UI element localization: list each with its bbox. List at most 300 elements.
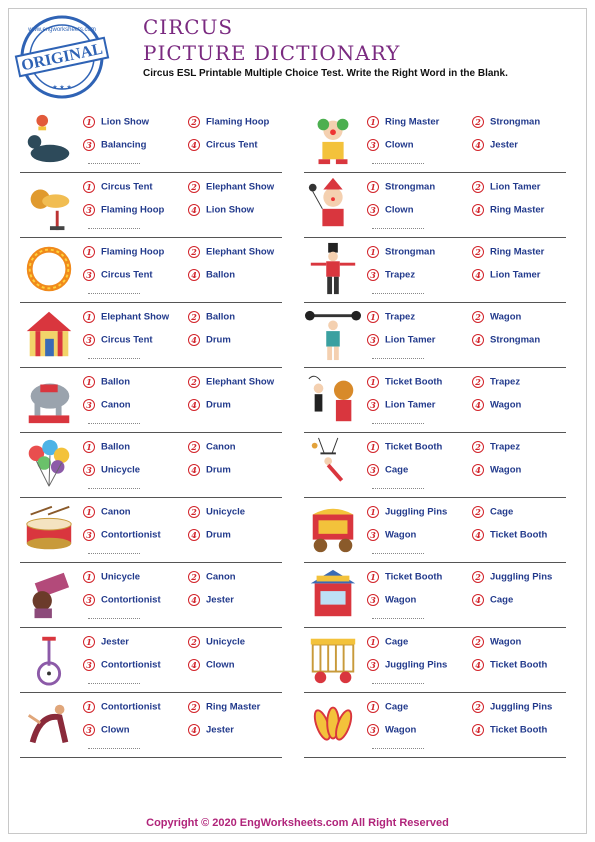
option-number-badge: 3 <box>367 464 379 476</box>
trapeze-icon <box>304 436 362 492</box>
option-label: Circus Tent <box>101 334 153 346</box>
answer-blank[interactable] <box>88 748 140 749</box>
option-number-badge: 1 <box>367 506 379 518</box>
answer-option-1[interactable] <box>367 116 439 128</box>
answer-option-3[interactable] <box>367 269 415 281</box>
option-label: Unicycle <box>101 464 141 476</box>
answer-option-2[interactable] <box>472 246 544 258</box>
option-label: Balancing <box>101 139 147 151</box>
question-row <box>20 498 282 563</box>
option-number-badge: 1 <box>367 246 379 258</box>
answer-option-1[interactable] <box>367 181 435 193</box>
option-number-badge: 1 <box>367 376 379 388</box>
option-label: Unicycle <box>206 506 246 518</box>
answer-option-1[interactable] <box>83 311 169 323</box>
option-label: Trapez <box>385 269 416 281</box>
ring-master-icon <box>304 241 362 297</box>
answer-option-1[interactable] <box>83 701 161 713</box>
option-number-badge: 3 <box>367 594 379 606</box>
title-line-2: PICTURE DICTIONARY <box>143 41 401 65</box>
option-number-badge: 1 <box>367 701 379 713</box>
option-label: Lion Show <box>206 204 255 216</box>
question-row <box>304 303 566 368</box>
option-label: Elephant Show <box>206 246 275 258</box>
option-number-badge: 4 <box>472 204 484 216</box>
answer-blank[interactable] <box>88 358 140 359</box>
answer-option-1[interactable] <box>367 441 442 453</box>
option-number-badge: 1 <box>83 636 95 648</box>
answer-option-3[interactable] <box>367 399 436 411</box>
option-label: Ballon <box>101 441 131 453</box>
option-label: Ring Master <box>206 701 261 713</box>
answer-option-1[interactable] <box>83 246 164 258</box>
cannon-icon <box>20 566 78 622</box>
answer-option-1[interactable] <box>367 311 415 323</box>
option-label: Circus Tent <box>206 139 258 151</box>
option-number-badge: 2 <box>188 571 200 583</box>
answer-option-2[interactable] <box>472 116 540 128</box>
svg-text:www.engworksheets.com: www.engworksheets.com <box>28 27 96 33</box>
option-label: Trapez <box>490 376 521 388</box>
option-label: Strongman <box>490 334 541 346</box>
option-number-badge: 1 <box>83 571 95 583</box>
question-row <box>304 628 566 693</box>
question-row <box>304 368 566 433</box>
option-number-badge: 1 <box>83 506 95 518</box>
answer-option-2[interactable] <box>472 311 521 323</box>
option-number-badge: 3 <box>367 659 379 671</box>
option-label: Ballon <box>206 269 236 281</box>
option-number-badge: 2 <box>472 701 484 713</box>
answer-option-1[interactable] <box>367 506 447 518</box>
question-row <box>20 303 282 368</box>
svg-text:★ ★ ★: ★ ★ ★ <box>52 85 72 91</box>
answer-option-4[interactable] <box>188 659 235 671</box>
question-row <box>304 563 566 628</box>
option-label: Cage <box>490 594 514 606</box>
answer-option-2[interactable] <box>188 441 236 453</box>
answer-option-3[interactable] <box>367 334 436 346</box>
answer-option-4[interactable] <box>472 399 521 411</box>
answer-option-3[interactable] <box>83 334 153 346</box>
answer-blank[interactable] <box>88 228 140 229</box>
clown-icon <box>304 111 362 167</box>
option-label: Strongman <box>385 246 436 258</box>
option-number-badge: 3 <box>83 529 95 541</box>
option-number-badge: 1 <box>367 441 379 453</box>
option-label: Flaming Hoop <box>101 204 165 216</box>
cage-icon <box>304 631 362 687</box>
option-number-badge: 1 <box>367 571 379 583</box>
option-label: Lion Tamer <box>385 399 436 411</box>
question-row <box>20 693 282 758</box>
option-number-badge: 4 <box>188 399 200 411</box>
option-label: Drum <box>206 399 231 411</box>
option-number-badge: 3 <box>367 724 379 736</box>
answer-option-1[interactable] <box>83 441 130 453</box>
option-label: Drum <box>206 464 231 476</box>
option-number-badge: 4 <box>188 139 200 151</box>
option-number-badge: 1 <box>83 311 95 323</box>
question-row <box>20 628 282 693</box>
answer-blank[interactable] <box>372 423 424 424</box>
answer-option-2[interactable] <box>188 246 274 258</box>
option-label: Wagon <box>490 399 522 411</box>
option-number-badge: 2 <box>472 376 484 388</box>
option-number-badge: 2 <box>188 311 200 323</box>
answer-option-3[interactable] <box>83 399 131 411</box>
drum-icon <box>20 501 78 557</box>
option-number-badge: 2 <box>472 506 484 518</box>
option-number-badge: 1 <box>367 636 379 648</box>
option-label: Jester <box>101 636 129 648</box>
option-label: Ticket Booth <box>385 571 443 583</box>
answer-option-2[interactable] <box>188 506 245 518</box>
answer-option-1[interactable] <box>83 116 149 128</box>
option-label: Contortionist <box>101 701 161 713</box>
option-number-badge: 3 <box>367 204 379 216</box>
answer-option-4[interactable] <box>472 659 547 671</box>
option-label: Canon <box>101 506 131 518</box>
option-label: Cage <box>490 506 514 518</box>
option-label: Cage <box>385 636 409 648</box>
answer-option-3[interactable] <box>83 269 153 281</box>
option-number-badge: 2 <box>188 181 200 193</box>
option-number-badge: 1 <box>367 311 379 323</box>
option-number-badge: 1 <box>83 441 95 453</box>
option-label: Wagon <box>490 636 522 648</box>
svg-text:ORIGINAL: ORIGINAL <box>19 40 105 75</box>
option-number-badge: 2 <box>188 116 200 128</box>
answer-blank[interactable] <box>372 358 424 359</box>
title-line-1: CIRCUS <box>143 15 234 39</box>
answer-option-4[interactable] <box>472 139 518 151</box>
answer-option-3[interactable] <box>83 204 164 216</box>
option-number-badge: 2 <box>472 116 484 128</box>
option-label: Lion Tamer <box>490 181 541 193</box>
question-row <box>20 173 282 238</box>
option-number-badge: 3 <box>367 269 379 281</box>
answer-blank[interactable] <box>88 163 140 164</box>
option-label: Juggling Pins <box>490 571 553 583</box>
answer-option-2[interactable] <box>472 376 520 388</box>
option-label: Clown <box>101 724 130 736</box>
answer-blank[interactable] <box>372 163 424 164</box>
answer-blank[interactable] <box>372 228 424 229</box>
answer-option-3[interactable] <box>367 204 414 216</box>
answer-option-2[interactable] <box>188 701 260 713</box>
answer-option-1[interactable] <box>83 506 131 518</box>
option-number-badge: 3 <box>367 139 379 151</box>
answer-option-2[interactable] <box>188 116 269 128</box>
answer-option-4[interactable] <box>188 399 231 411</box>
option-label: Ring Master <box>385 116 440 128</box>
option-number-badge: 3 <box>367 529 379 541</box>
option-number-badge: 4 <box>472 334 484 346</box>
answer-option-4[interactable] <box>472 269 541 281</box>
answer-option-2[interactable] <box>472 181 541 193</box>
question-row <box>20 238 282 303</box>
elephant-icon <box>20 371 78 427</box>
answer-blank[interactable] <box>372 748 424 749</box>
option-number-badge: 2 <box>472 636 484 648</box>
option-number-badge: 4 <box>472 399 484 411</box>
answer-option-1[interactable] <box>367 701 408 713</box>
option-label: Wagon <box>385 724 417 736</box>
option-label: Clown <box>206 659 235 671</box>
option-number-badge: 4 <box>188 334 200 346</box>
answer-option-3[interactable] <box>367 464 408 476</box>
option-number-badge: 4 <box>188 594 200 606</box>
option-label: Contortionist <box>101 529 161 541</box>
option-number-badge: 1 <box>83 116 95 128</box>
option-number-badge: 2 <box>472 246 484 258</box>
option-label: Wagon <box>490 311 522 323</box>
option-label: Ballon <box>206 311 236 323</box>
option-number-badge: 2 <box>188 376 200 388</box>
option-number-badge: 2 <box>188 701 200 713</box>
page-title <box>143 14 400 66</box>
option-label: Jester <box>206 594 234 606</box>
option-label: Juggling Pins <box>385 506 448 518</box>
answer-option-2[interactable] <box>472 701 552 713</box>
left-question-column <box>20 108 282 758</box>
answer-option-4[interactable] <box>472 529 547 541</box>
answer-option-2[interactable] <box>472 571 552 583</box>
option-number-badge: 4 <box>188 724 200 736</box>
option-number-badge: 4 <box>472 724 484 736</box>
answer-option-2[interactable] <box>188 181 274 193</box>
answer-blank[interactable] <box>88 423 140 424</box>
juggling-pins-icon <box>304 696 362 752</box>
option-label: Canon <box>206 571 236 583</box>
answer-option-4[interactable] <box>472 464 521 476</box>
option-number-badge: 4 <box>472 529 484 541</box>
option-label: Ticket Booth <box>490 659 548 671</box>
option-number-badge: 3 <box>83 139 95 151</box>
question-row <box>304 498 566 563</box>
option-label: Contortionist <box>101 659 161 671</box>
option-number-badge: 3 <box>83 724 95 736</box>
answer-blank[interactable] <box>372 618 424 619</box>
answer-option-3[interactable] <box>367 659 447 671</box>
option-label: Cage <box>385 464 409 476</box>
option-label: Elephant Show <box>206 181 275 193</box>
option-number-badge: 4 <box>472 594 484 606</box>
option-number-badge: 1 <box>83 246 95 258</box>
answer-option-2[interactable] <box>472 636 521 648</box>
sea-lion-icon <box>20 111 78 167</box>
answer-option-3[interactable] <box>83 529 161 541</box>
answer-option-4[interactable] <box>188 529 231 541</box>
answer-option-2[interactable] <box>472 506 513 518</box>
option-number-badge: 2 <box>188 246 200 258</box>
option-label: Ticket Booth <box>385 376 443 388</box>
option-label: Canon <box>206 441 236 453</box>
option-number-badge: 3 <box>367 334 379 346</box>
answer-blank[interactable] <box>372 293 424 294</box>
instructions: Circus ESL Printable Multiple Choice Test. Write the Right Word in the Blank. <box>143 68 508 79</box>
option-label: Circus Tent <box>101 181 153 193</box>
option-label: Canon <box>101 399 131 411</box>
answer-option-3[interactable] <box>83 594 161 606</box>
answer-option-3[interactable] <box>83 139 146 151</box>
option-label: Wagon <box>385 529 417 541</box>
original-stamp-logo <box>13 14 111 100</box>
lion-jumping-icon <box>20 176 78 232</box>
option-label: Wagon <box>490 464 522 476</box>
option-label: Strongman <box>385 181 436 193</box>
answer-option-2[interactable] <box>188 376 274 388</box>
answer-option-3[interactable] <box>367 594 416 606</box>
question-row <box>304 693 566 758</box>
unicycle-icon <box>20 631 78 687</box>
answer-option-2[interactable] <box>188 636 245 648</box>
lion-tamer-icon <box>304 371 362 427</box>
answer-option-3[interactable] <box>83 659 161 671</box>
option-number-badge: 1 <box>83 376 95 388</box>
option-label: Unicycle <box>206 636 246 648</box>
option-number-badge: 3 <box>83 659 95 671</box>
answer-option-3[interactable] <box>83 464 140 476</box>
answer-option-4[interactable] <box>188 724 234 736</box>
option-label: Wagon <box>385 594 417 606</box>
answer-blank[interactable] <box>88 683 140 684</box>
ticket-booth-icon <box>304 566 362 622</box>
answer-option-1[interactable] <box>367 636 408 648</box>
answer-blank[interactable] <box>372 683 424 684</box>
option-label: Lion Tamer <box>490 269 541 281</box>
option-label: Ticket Booth <box>490 724 548 736</box>
copyright-footer: Copyright © 2020 EngWorksheets.com All Right Reserved <box>146 817 449 829</box>
answer-option-3[interactable] <box>367 139 414 151</box>
option-label: Elephant Show <box>206 376 275 388</box>
answer-blank[interactable] <box>88 618 140 619</box>
answer-option-4[interactable] <box>188 594 234 606</box>
answer-option-4[interactable] <box>188 464 231 476</box>
option-number-badge: 3 <box>83 204 95 216</box>
option-label: Unicycle <box>101 571 141 583</box>
answer-option-1[interactable] <box>83 571 140 583</box>
option-label: Flaming Hoop <box>101 246 165 258</box>
option-label: Drum <box>206 529 231 541</box>
answer-option-2[interactable] <box>188 571 236 583</box>
option-label: Clown <box>385 139 414 151</box>
option-label: Lion Show <box>101 116 150 128</box>
answer-blank[interactable] <box>88 293 140 294</box>
answer-blank[interactable] <box>88 488 140 489</box>
answer-option-1[interactable] <box>83 636 129 648</box>
answer-option-4[interactable] <box>472 724 547 736</box>
right-question-column <box>304 108 566 758</box>
jester-clown-icon <box>304 176 362 232</box>
option-number-badge: 1 <box>83 181 95 193</box>
answer-option-4[interactable] <box>188 334 231 346</box>
strongman-icon <box>304 306 362 362</box>
option-label: Ring Master <box>490 246 545 258</box>
answer-option-3[interactable] <box>367 529 416 541</box>
answer-blank[interactable] <box>372 553 424 554</box>
option-number-badge: 4 <box>188 659 200 671</box>
circus-tent-icon <box>20 306 78 362</box>
answer-option-1[interactable] <box>367 376 442 388</box>
option-number-badge: 3 <box>83 269 95 281</box>
option-number-badge: 2 <box>472 441 484 453</box>
option-number-badge: 4 <box>188 529 200 541</box>
question-row <box>20 563 282 628</box>
option-number-badge: 3 <box>83 464 95 476</box>
answer-option-2[interactable] <box>188 311 235 323</box>
option-label: Ring Master <box>490 204 545 216</box>
answer-option-4[interactable] <box>472 204 544 216</box>
option-label: Ballon <box>101 376 131 388</box>
option-label: Juggling Pins <box>385 659 448 671</box>
option-label: Juggling Pins <box>490 701 553 713</box>
question-row <box>304 173 566 238</box>
answer-option-1[interactable] <box>83 181 153 193</box>
option-label: Ticket Booth <box>490 529 548 541</box>
flaming-hoop-icon <box>20 241 78 297</box>
option-number-badge: 4 <box>188 269 200 281</box>
question-row <box>304 238 566 303</box>
answer-option-2[interactable] <box>472 441 520 453</box>
option-label: Drum <box>206 334 231 346</box>
option-number-badge: 4 <box>472 464 484 476</box>
question-row <box>304 433 566 498</box>
answer-option-3[interactable] <box>83 724 130 736</box>
option-number-badge: 4 <box>188 204 200 216</box>
option-number-badge: 4 <box>472 139 484 151</box>
option-label: Ticket Booth <box>385 441 443 453</box>
option-number-badge: 3 <box>367 399 379 411</box>
option-label: Strongman <box>490 116 541 128</box>
balloons-icon <box>20 436 78 492</box>
answer-option-4[interactable] <box>472 334 540 346</box>
option-number-badge: 4 <box>188 464 200 476</box>
answer-option-4[interactable] <box>472 594 513 606</box>
answer-option-1[interactable] <box>367 246 435 258</box>
option-label: Jester <box>490 139 518 151</box>
option-number-badge: 2 <box>472 181 484 193</box>
option-number-badge: 2 <box>472 571 484 583</box>
question-row <box>20 433 282 498</box>
answer-option-1[interactable] <box>83 376 130 388</box>
answer-option-4[interactable] <box>188 139 258 151</box>
option-number-badge: 1 <box>367 181 379 193</box>
option-label: Elephant Show <box>101 311 170 323</box>
option-label: Cage <box>385 701 409 713</box>
option-label: Flaming Hoop <box>206 116 270 128</box>
option-number-badge: 2 <box>472 311 484 323</box>
question-row <box>304 108 566 173</box>
option-number-badge: 4 <box>472 659 484 671</box>
option-number-badge: 3 <box>83 334 95 346</box>
option-label: Trapez <box>385 311 416 323</box>
answer-option-4[interactable] <box>188 204 254 216</box>
option-number-badge: 2 <box>188 441 200 453</box>
option-number-badge: 2 <box>188 506 200 518</box>
question-row <box>20 108 282 173</box>
answer-option-4[interactable] <box>188 269 235 281</box>
answer-blank[interactable] <box>372 488 424 489</box>
question-row <box>20 368 282 433</box>
option-number-badge: 1 <box>83 701 95 713</box>
circus-wagon-icon <box>304 501 362 557</box>
answer-option-3[interactable] <box>367 724 416 736</box>
answer-blank[interactable] <box>88 553 140 554</box>
answer-option-1[interactable] <box>367 571 442 583</box>
option-number-badge: 3 <box>83 399 95 411</box>
